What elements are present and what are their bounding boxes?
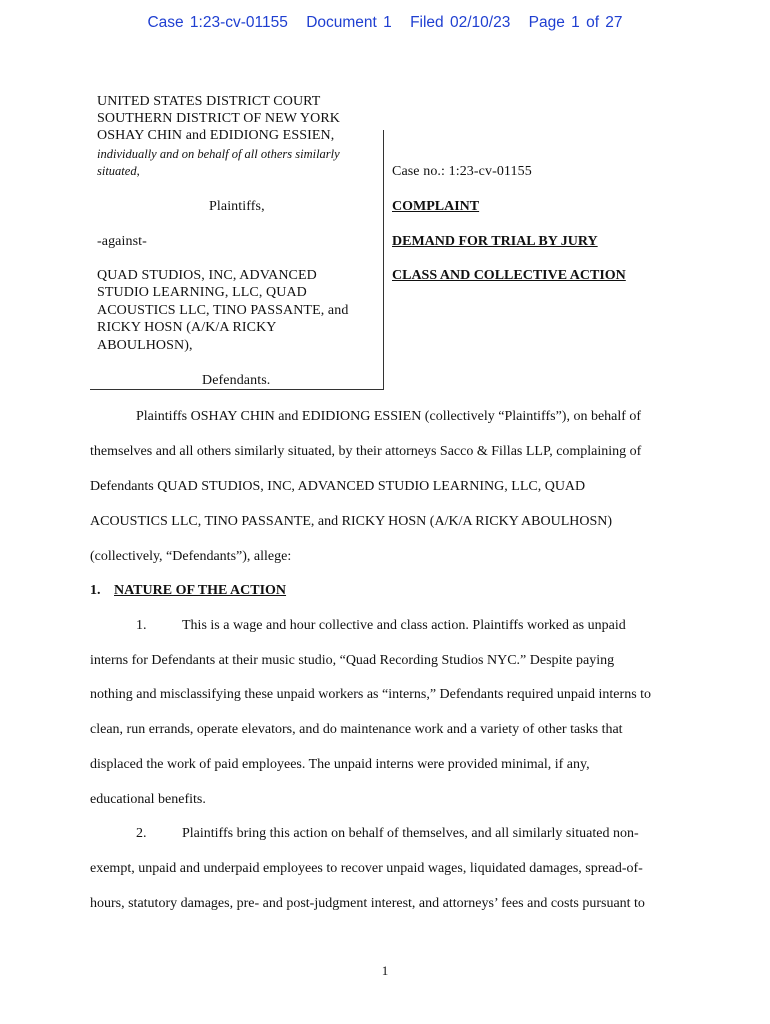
header-filed-date: Filed 02/10/23 <box>410 14 511 31</box>
court-name-line2: SOUTHERN DISTRICT OF NEW YORK <box>97 111 340 126</box>
intro-line: (collectively, “Defendants”), allege: <box>90 549 292 564</box>
paragraph-number: 2. <box>136 826 147 841</box>
paragraph-line: educational benefits. <box>90 792 206 807</box>
ecf-header <box>0 14 770 32</box>
defendants-label: Defendants. <box>202 373 271 388</box>
paragraph-line: This is a wage and hour collective and class action. Plaintiffs worked as unpaid <box>182 618 626 633</box>
intro-line: Defendants QUAD STUDIOS, INC, ADVANCED STUDIO LEARNING, LLC, QUAD <box>90 479 586 494</box>
paragraph-line: displaced the work of paid employees. The unpaid interns were provided minimal, if any, <box>90 757 590 772</box>
intro-line: Plaintiffs OSHAY CHIN and EDIDIONG ESSIEN (collectively “Plaintiffs”), on behalf of <box>136 409 642 424</box>
case-number: Case no.: 1:23-cv-01155 <box>392 164 532 179</box>
paragraph-line: interns for Defendants at their music studio, “Quad Recording Studios NYC.” Despite paying <box>90 653 615 668</box>
section-title: NATURE OF THE ACTION <box>114 583 287 598</box>
court-name-line1: UNITED STATES DISTRICT COURT <box>97 94 321 109</box>
caption-box-right-border <box>383 130 384 390</box>
class-action-label: CLASS AND COLLECTIVE ACTION <box>392 268 626 283</box>
intro-line: themselves and all others similarly situated, by their attorneys Sacco & Fillas LLP, complaining of <box>90 444 642 459</box>
defendants-line1: QUAD STUDIOS, INC, ADVANCED <box>97 268 317 283</box>
paragraph-line: hours, statutory damages, pre- and post-judgment interest, and attorneys’ fees and costs pursuant to <box>90 896 645 911</box>
complaint-title: COMPLAINT <box>392 199 480 214</box>
paragraph-line: Plaintiffs bring this action on behalf of themselves, and all similarly situated non- <box>182 826 639 841</box>
defendants-line2: STUDIO LEARNING, LLC, QUAD <box>97 285 307 300</box>
plaintiffs-names: OSHAY CHIN and EDIDIONG ESSIEN, <box>97 128 335 143</box>
plaintiffs-label: Plaintiffs, <box>209 199 265 214</box>
header-page-count: Page 1 of 27 <box>528 14 623 31</box>
defendants-line5: ABOULHOSN), <box>97 338 193 353</box>
defendants-line3: ACOUSTICS LLC, TINO PASSANTE, and <box>97 303 349 318</box>
page-number: 1 <box>381 963 389 978</box>
paragraph-line: nothing and misclassifying these unpaid workers as “interns,” Defendants required unpaid interns to <box>90 687 652 702</box>
header-case-number: Case 1:23-cv-01155 <box>147 14 288 31</box>
paragraph-number: 1. <box>136 618 147 633</box>
section-number: 1. <box>90 583 101 598</box>
jury-demand: DEMAND FOR TRIAL BY JURY <box>392 234 598 249</box>
paragraph-line: clean, run errands, operate elevators, and do maintenance work and a variety of other tasks that <box>90 722 623 737</box>
against-label: -against- <box>97 234 147 249</box>
plaintiffs-capacity-line1: individually and on behalf of all others similarly <box>97 147 340 161</box>
header-document: Document 1 <box>306 14 392 31</box>
intro-line: ACOUSTICS LLC, TINO PASSANTE, and RICKY HOSN (A/K/A RICKY ABOULHOSN) <box>90 514 613 529</box>
defendants-line4: RICKY HOSN (A/K/A RICKY <box>97 320 277 335</box>
caption-box-bottom-border <box>90 389 384 390</box>
plaintiffs-capacity-line2: situated, <box>97 164 140 178</box>
paragraph-line: exempt, unpaid and underpaid employees to recover unpaid wages, liquidated damages, spread-of- <box>90 861 643 876</box>
